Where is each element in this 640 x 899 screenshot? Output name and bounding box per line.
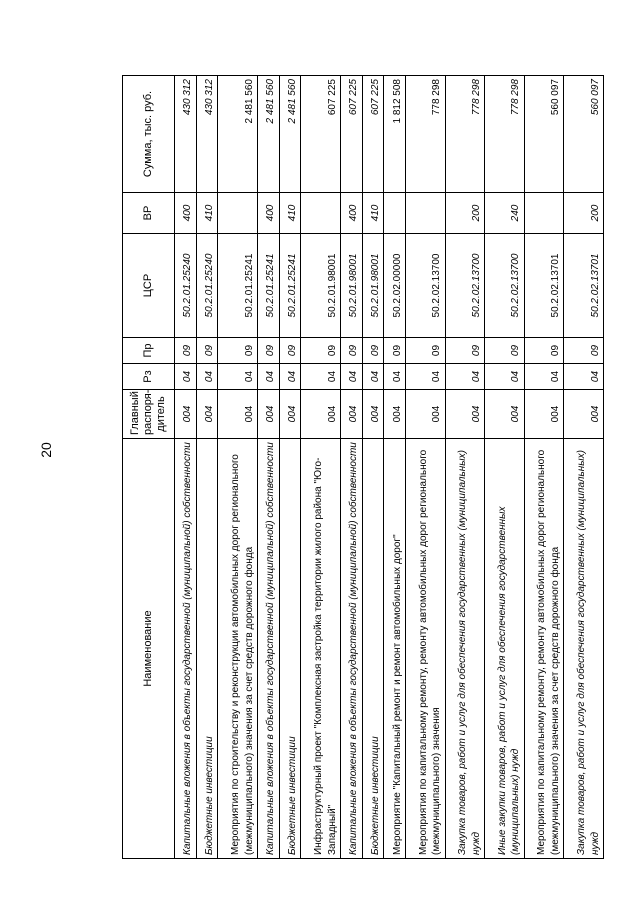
cell-manager: 004 xyxy=(406,390,446,439)
cell-csr: 50.2.01.25241 xyxy=(279,234,301,338)
cell-sum: 607 225 xyxy=(301,76,341,193)
cell-rz: 04 xyxy=(341,364,363,390)
cell-sum: 2 481 560 xyxy=(258,76,280,193)
table-row xyxy=(524,76,564,859)
cell-vr xyxy=(524,193,564,234)
cell-vr: 200 xyxy=(564,193,604,234)
cell-rz: 04 xyxy=(218,364,258,390)
cell-name: Бюджетные инвестиции xyxy=(362,439,384,859)
cell-pr: 09 xyxy=(301,338,341,364)
cell-name: Мероприятия по капитальному ремонту, ремонту автомобильных дорог регионального (межмуниципального) значения xyxy=(406,439,446,859)
cell-name: Бюджетные инвестиции xyxy=(196,439,218,859)
cell-pr: 09 xyxy=(279,338,301,364)
cell-pr: 09 xyxy=(485,338,525,364)
cell-manager: 004 xyxy=(196,390,218,439)
cell-rz: 04 xyxy=(258,364,280,390)
table-row xyxy=(485,76,525,859)
cell-name: Инфраструктурный проект "Комплексная застройка территории жилого района "Юго-Западный" xyxy=(301,439,341,859)
cell-vr xyxy=(406,193,446,234)
header-manager: Главный распоря-дитель xyxy=(123,390,175,439)
cell-rz: 04 xyxy=(524,364,564,390)
cell-pr: 09 xyxy=(196,338,218,364)
cell-rz: 04 xyxy=(301,364,341,390)
header-csr: ЦСР xyxy=(123,234,175,338)
table-row xyxy=(258,76,280,859)
cell-manager: 004 xyxy=(258,390,280,439)
table-row xyxy=(564,76,604,859)
cell-vr: 200 xyxy=(445,193,485,234)
cell-vr: 400 xyxy=(175,193,197,234)
table-row xyxy=(301,76,341,859)
cell-csr: 50.2.01.25241 xyxy=(258,234,280,338)
header-rz: Рз xyxy=(123,364,175,390)
cell-sum: 2 481 560 xyxy=(218,76,258,193)
cell-vr xyxy=(301,193,341,234)
cell-rz: 04 xyxy=(485,364,525,390)
table-row xyxy=(445,76,485,859)
cell-rz: 04 xyxy=(564,364,604,390)
cell-manager: 004 xyxy=(341,390,363,439)
cell-manager: 004 xyxy=(301,390,341,439)
cell-name: Капитальные вложения в объекты государственной (муниципальной) собственности xyxy=(258,439,280,859)
cell-pr: 09 xyxy=(564,338,604,364)
cell-csr: 50.2.02.13701 xyxy=(524,234,564,338)
cell-manager: 004 xyxy=(524,390,564,439)
table-row xyxy=(384,76,406,859)
cell-csr: 50.2.01.25240 xyxy=(175,234,197,338)
cell-name: Мероприятия по строительству и реконструкции автомобильных дорог регионального (межмуниципального) значения за счет средств дорожного фонда xyxy=(218,439,258,859)
cell-csr: 50.2.01.25241 xyxy=(218,234,258,338)
header-sum: Сумма, тыс. руб. xyxy=(123,76,175,193)
cell-csr: 50.2.01.98001 xyxy=(362,234,384,338)
cell-pr: 09 xyxy=(406,338,446,364)
table-row xyxy=(362,76,384,859)
cell-name: Закупка товаров, работ и услуг для обеспечения государственных (муниципальных) нужд xyxy=(564,439,604,859)
cell-manager: 004 xyxy=(362,390,384,439)
cell-vr: 400 xyxy=(258,193,280,234)
cell-csr: 50.2.01.98001 xyxy=(301,234,341,338)
cell-rz: 04 xyxy=(175,364,197,390)
cell-pr: 09 xyxy=(341,338,363,364)
cell-name: Капитальные вложения в объекты государственной (муниципальной) собственности xyxy=(175,439,197,859)
cell-sum: 430 312 xyxy=(196,76,218,193)
cell-rz: 04 xyxy=(196,364,218,390)
cell-csr: 50.2.01.25240 xyxy=(196,234,218,338)
cell-sum: 560 097 xyxy=(564,76,604,193)
table-row xyxy=(175,76,197,859)
cell-vr: 410 xyxy=(196,193,218,234)
page-number: 20 xyxy=(38,442,54,458)
cell-manager: 004 xyxy=(485,390,525,439)
cell-manager: 004 xyxy=(564,390,604,439)
cell-manager: 004 xyxy=(279,390,301,439)
header-pr: Пр xyxy=(123,338,175,364)
cell-name: Капитальные вложения в объекты государственной (муниципальной) собственности xyxy=(341,439,363,859)
cell-sum: 607 225 xyxy=(341,76,363,193)
cell-manager: 004 xyxy=(384,390,406,439)
table-body xyxy=(175,76,604,859)
cell-name: Мероприятия по капитальному ремонту, ремонту автомобильных дорог регионального (межмуниципального) значения за счет средств дорожного фонда xyxy=(524,439,564,859)
cell-sum: 430 312 xyxy=(175,76,197,193)
cell-csr: 50.2.02.13700 xyxy=(445,234,485,338)
rotated-table-container xyxy=(122,76,604,859)
cell-csr: 50.2.01.98001 xyxy=(341,234,363,338)
cell-name: Иные закупки товаров, работ и услуг для обеспечения государственных (муниципальных) нужд xyxy=(485,439,525,859)
cell-name: Бюджетные инвестиции xyxy=(279,439,301,859)
cell-vr: 240 xyxy=(485,193,525,234)
cell-manager: 004 xyxy=(175,390,197,439)
table-header-row xyxy=(123,76,175,859)
cell-pr: 09 xyxy=(218,338,258,364)
cell-vr: 400 xyxy=(341,193,363,234)
cell-rz: 04 xyxy=(406,364,446,390)
cell-vr xyxy=(384,193,406,234)
cell-pr: 09 xyxy=(445,338,485,364)
cell-name: Закупка товаров, работ и услуг для обеспечения государственных (муниципальных) нужд xyxy=(445,439,485,859)
cell-pr: 09 xyxy=(524,338,564,364)
cell-manager: 004 xyxy=(218,390,258,439)
cell-rz: 04 xyxy=(362,364,384,390)
cell-csr: 50.2.02.13700 xyxy=(406,234,446,338)
cell-sum: 778 298 xyxy=(485,76,525,193)
cell-sum: 2 481 560 xyxy=(279,76,301,193)
table-row xyxy=(406,76,446,859)
cell-sum: 560 097 xyxy=(524,76,564,193)
budget-table xyxy=(122,75,604,859)
cell-vr: 410 xyxy=(362,193,384,234)
header-name: Наименование xyxy=(123,439,175,859)
cell-sum: 778 298 xyxy=(406,76,446,193)
cell-name: Мероприятие "Капитальный ремонт и ремонт автомобильных дорог" xyxy=(384,439,406,859)
cell-pr: 09 xyxy=(362,338,384,364)
cell-csr: 50.2.02.13700 xyxy=(485,234,525,338)
cell-sum: 1 812 508 xyxy=(384,76,406,193)
cell-pr: 09 xyxy=(258,338,280,364)
header-vr: ВР xyxy=(123,193,175,234)
cell-vr: 410 xyxy=(279,193,301,234)
cell-rz: 04 xyxy=(384,364,406,390)
table-row xyxy=(279,76,301,859)
cell-manager: 004 xyxy=(445,390,485,439)
cell-rz: 04 xyxy=(279,364,301,390)
cell-csr: 50.2.02.13701 xyxy=(564,234,604,338)
cell-pr: 09 xyxy=(384,338,406,364)
cell-csr: 50.2.02.00000 xyxy=(384,234,406,338)
table-row xyxy=(196,76,218,859)
cell-rz: 04 xyxy=(445,364,485,390)
cell-pr: 09 xyxy=(175,338,197,364)
cell-sum: 778 298 xyxy=(445,76,485,193)
table-row xyxy=(218,76,258,859)
table-row xyxy=(341,76,363,859)
cell-sum: 607 225 xyxy=(362,76,384,193)
cell-vr xyxy=(218,193,258,234)
